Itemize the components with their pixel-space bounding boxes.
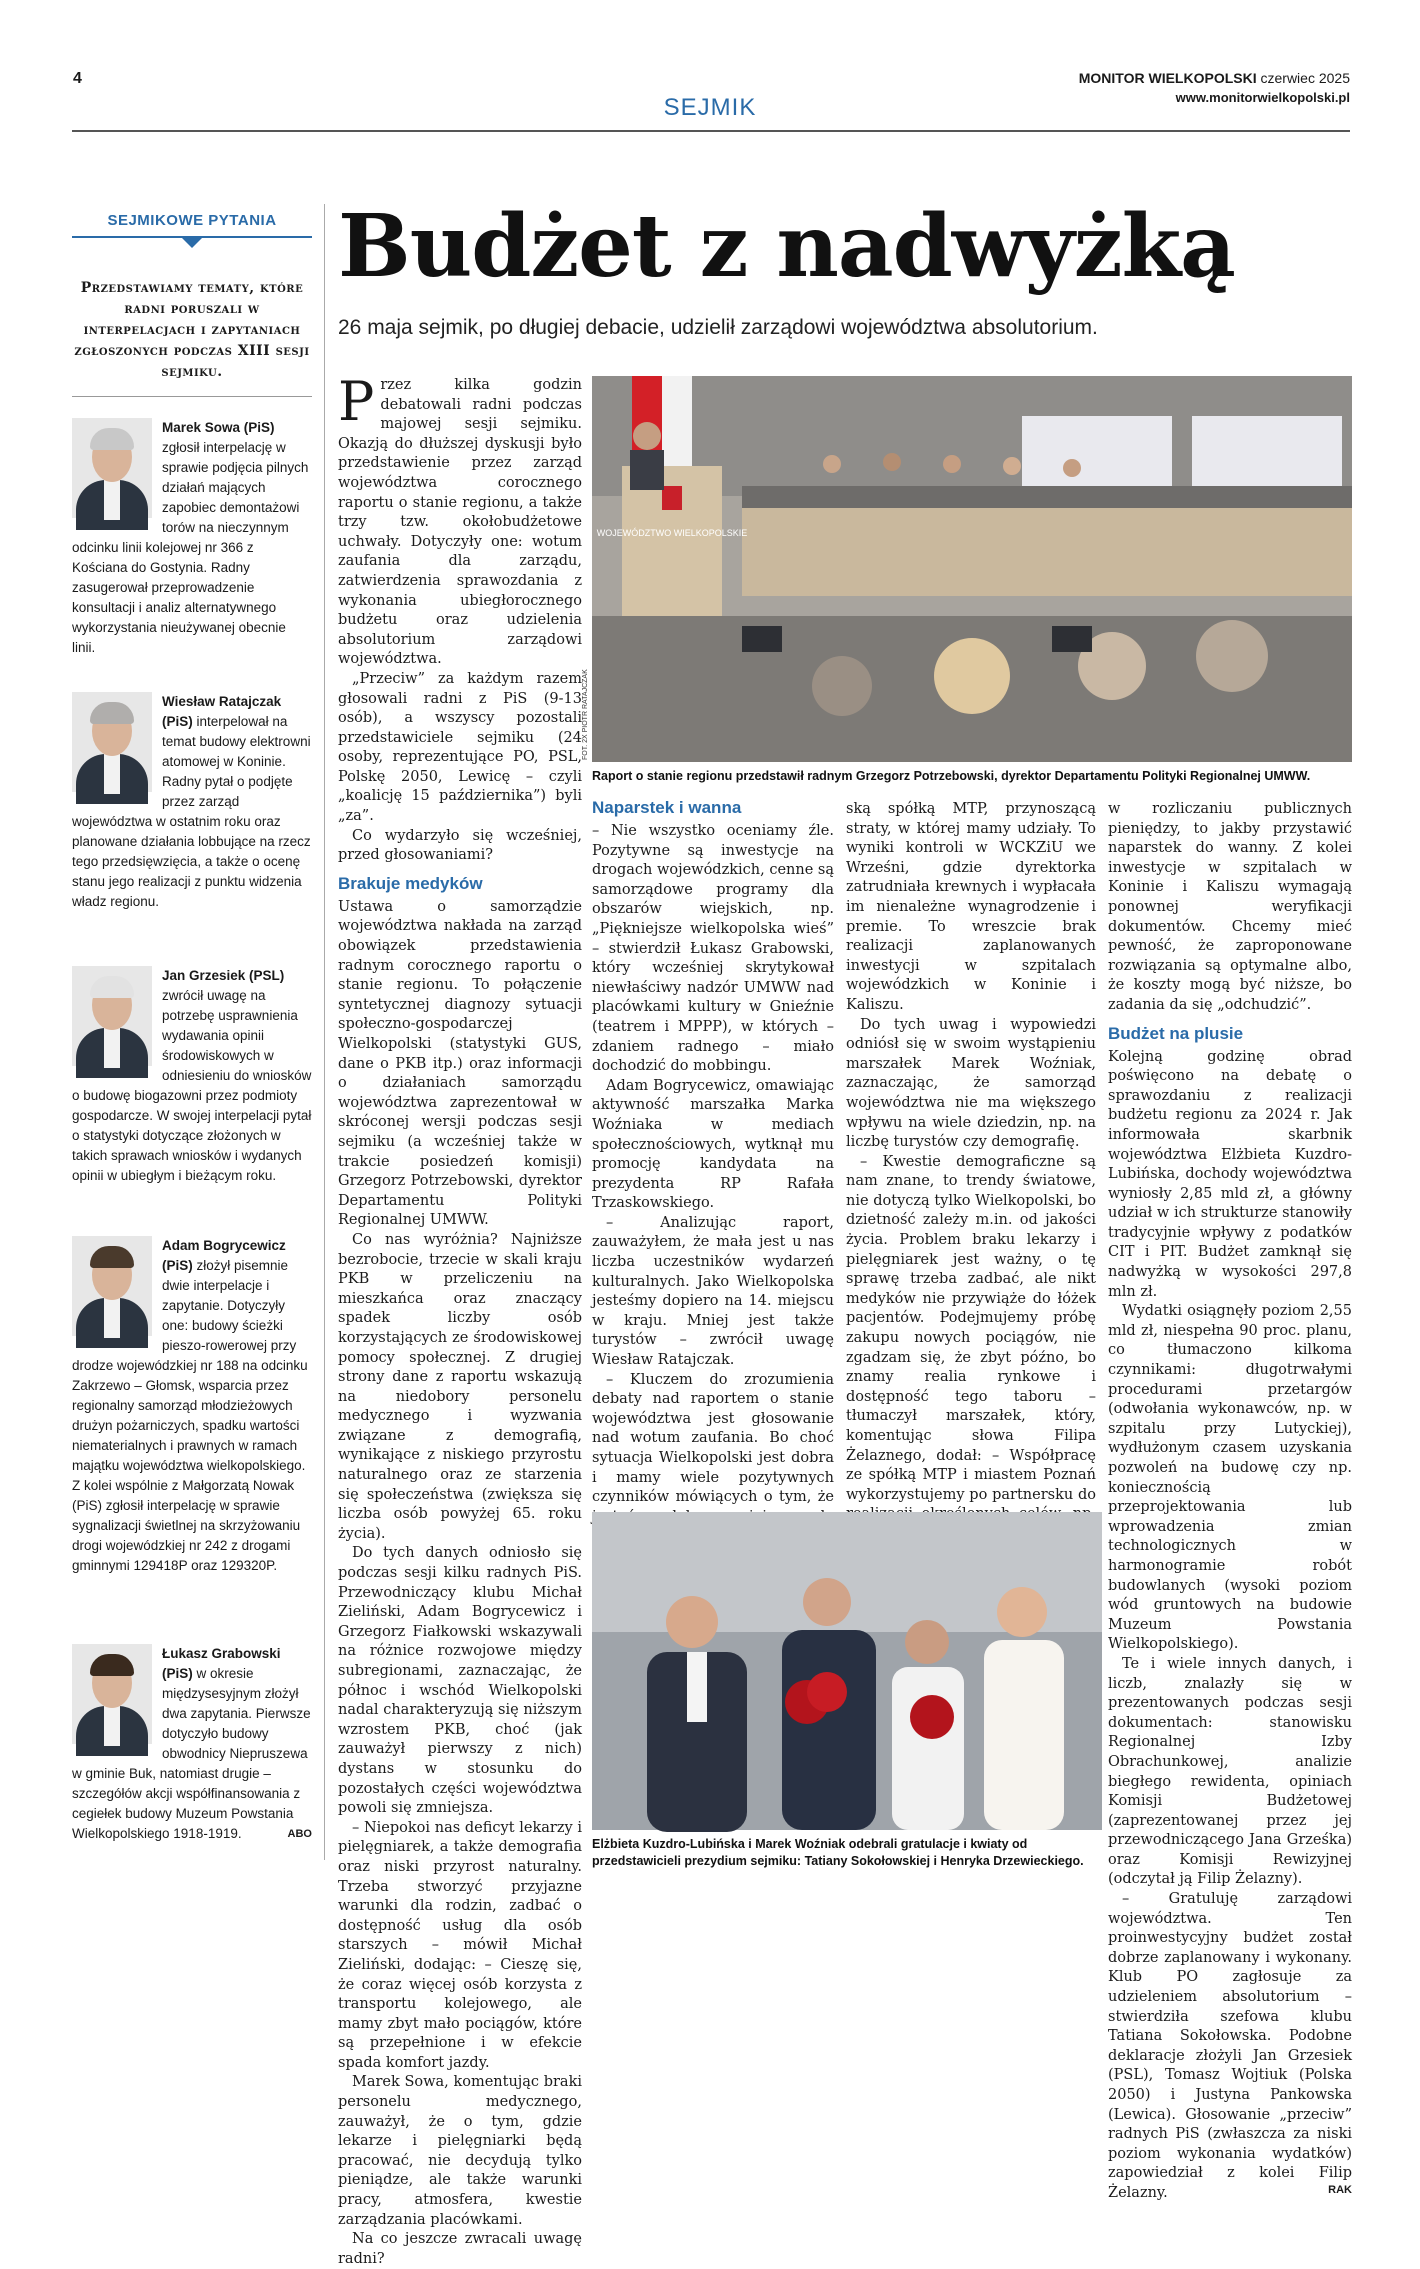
councillor-name: Jan Grzesiek (PSL)	[162, 968, 285, 983]
article-paragraph: – Kwestie demograficzne są nam znane, to trendy światowe, nie dotyczą tylko Wielkopolski, bo dzietność zależy m.in. od jakości życia. Problem braku lekarzy i pielęgniarek jest ważny, o tę sprawę trzeba zadbać, ale nikt medyków nie przywiąże do łóżek pacjentów. Podejmujemy próbę zakupu nowych pociągów, nie zgadzam się, że zbyt późno, bo znamy realia rynkowe i dostępność tego taboru – tłumaczył marszałek, który, komentując słowa Filipa Żelaznego, dodał: – Współpracę ze spółką MTP i miastem Poznań wykorzystujemy po partnersku do	[846, 1153, 1096, 1503]
sidebar-entry	[72, 1236, 312, 1576]
article-paragraph: Ustawa o samorządzie województwa nakłada na zarząd obowiązek przedstawienia radnym corocznego raportu o stanie regionu. To połączenie syntetycznej diagnozy sytuacji społeczno-gospodarczej Wielkopolski (statystyki GUS, dane o PKB itp.) oraz informacji o działaniach samorządu województwa zaprezentował w skróconej wersji podczas sesji sejmiku (a wcześniej także w trakcie posiedzeń komisji) Grzegorz Potrzebowski, dyrektor Departamentu Polityki Regionalnej UMWW.	[338, 898, 582, 1229]
page-number: 4	[73, 70, 82, 87]
article-paragraph: Co nas wyróżnia? Najniższe bezrobocie, trzecie w skali kraju PKB w przeliczeniu na mieszkańca oraz znaczący spadek liczby osób korzystających ze środowiskowej pomocy społecznej. Z drugiej strony dane z raportu wskazują na niedobory personelu medycznego i wyzwania związane z demografią, wynikające z niskiego przyrostu naturalnego oraz ze starzenia się społeczeństwa (zwiększa się liczba osób powyżej 65. roku życia).	[338, 1231, 582, 1542]
sidebar-entry	[72, 418, 312, 658]
councillor-name: Wiesław Ratajczak (PiS)	[162, 694, 282, 729]
article-paragraph: Co wydarzyło się wcześniej, przed głosowaniami?	[338, 827, 582, 864]
councillor-portrait	[72, 692, 152, 792]
councillor-portrait	[72, 418, 152, 518]
article-deck: 26 maja sejmik, po długiej debacie, udzielił zarządowi województwa absolutorium.	[338, 316, 1098, 339]
article-paragraph: – Nie wszystko oceniamy źle. Pozytywne są inwestycje na drogach wojewódzkich, cenne są samorządowe programy dla obszarów wiejskich, np. „Piękniejsze wielkopolska wieś” – stwierdził Łukasz Grabowski, który wcześniej skrytykował niewłaściwy nadzór UMWW nad placówkami kultury w Gnieźnie (teatrem i MPPP), w których – zdaniem radnego – miało dochodzić do mobbingu.	[592, 823, 834, 1075]
photo-credit: FOT. 2X PIOTR RATAJCZAK	[582, 669, 589, 760]
entry-text: zgłosił interpelację w sprawie podjęcia pilnych działań mających zapobiec demontażowi torów na nieczynnym odcinku linii kolejowej nr 366 z Kościana do Gostynia. Radny zasugerował przeprowadzenie konsultacji i analiz alternatywnego wykorzystania nieużywanej obecnie linii.	[72, 440, 309, 655]
article-column-1	[338, 370, 582, 2269]
article-paragraph: Te i wiele innych danych, i liczb, znalazły się w prezentowanych podczas sesji dokumentach: stanowisku Regionalnej Izby Obrachunkowej, analizie biegłego rewidenta, opiniach Komisji Budżetowej (zaprezentowanej przez jej przewodniczącego Jana Grześka) oraz Komisji Rewizyjnej (odczytał ją Filip Żelazny).	[1108, 1655, 1352, 1888]
article-headline: Budżet z nadwyżką	[338, 196, 1235, 297]
awards-illustration	[592, 1512, 1102, 1830]
sidebar-title: SEJMIKOWE PYTANIA	[107, 212, 277, 229]
issue-date: czerwiec 2025	[1260, 70, 1350, 86]
entry-text: w okresie międzysesyjnym złożył dwa zapytania. Pierwsze dotyczyło budowy obwodnicy Niepruszewa w gminie Buk, natomiast drugie – szczegółów akcji współfinansowania z cegiełek budowy Muzeum Powstania Wielkopolskiego 1918-1919.	[72, 1666, 311, 1841]
section-label: SEJMIK	[663, 94, 757, 121]
councillor-name: Łukasz Grabowski (PiS)	[162, 1646, 281, 1681]
entry-text: interpelował na temat budowy elektrowni atomowej w Koninie. Radny pytał o podjęte przez zarząd województwa w ostatnim roku oraz planowane działania lobbujące na rzecz tego przedsięwzięcia, a także o ocenę stanu jego realizacji z punktu widzenia władz regionu.	[72, 714, 311, 909]
article-paragraph: Do tych uwag i wypowiedzi odniósł się w swoim wystąpieniu marszałek Marek Woźniak, zaznaczając, że samorząd województwa nie ma większego wpływu na wiele dziedzin, np. na liczbę turystów czy demografię.	[846, 1016, 1096, 1151]
councillor-name: Marek Sowa (PiS)	[162, 420, 275, 435]
session-hall-illustration	[592, 376, 1352, 762]
publication-name	[1079, 70, 1350, 86]
article-paragraph: „Przeciw” za każdym razem głosowali radni z PiS (9-13 osób), a wszyscy pozostali przedstawiciele sejmiku (24 osoby, reprezentujące PO, PSL, Polskę 2050, Lewicę – czyli „koalicję 15 października”) byli „za”.	[338, 670, 582, 825]
photo-caption: Raport o stanie regionu przedstawił radnym Grzegorz Potrzebowski, dyrektor Departamentu Polityki Regionalnej UMWW.	[592, 769, 1311, 783]
subheading: Brakuje medyków	[338, 873, 483, 893]
awards-photo	[592, 1512, 1102, 1830]
sidebar-entry	[72, 1644, 312, 1844]
article-paragraph: Do tych danych odniosło się podczas sesji kilku radnych PiS. Przewodniczący klubu Michał Zieliński, Adam Bogrycewicz i Grzegorz Fiałkowski wskazywali na różnice rozwojowe między subregionami, zaznaczając, że północ i wschód Wielkopolski nadal charakteryzują się niższym wzrostem PKB, choć (jak zauważył pierwszy z nich) dystans w stosunku do pozostałych części województwa powoli się zmniejsza.	[338, 1545, 582, 1817]
article-paragraph: – Niepokoi nas deficyt lekarzy i pielęgniarek, a także demografia oraz niski przyrost naturalny. Trzeba stworzyć przyjazne warunki dla rodzin, zadbać o dostępność usług dla osób starszych – mówił Michał Zieliński, dodając: – Cieszę się, że coraz więcej osób korzysta z transportu kolejowego, ale mamy zbyt mało pociągów, które są przepełnione i w efekcie spada komfort jazdy.	[338, 1819, 582, 2071]
sidebar-intro: Przedstawiamy tematy, które radni poruszali w interpelacjach i zapytaniach zgłoszonych podczas XIII sesji sejmiku.	[74, 280, 310, 380]
councillor-portrait	[72, 966, 152, 1066]
entry-text: zwrócił uwagę na potrzebę usprawnienia wydawania opinii środowiskowych w odniesieniu do wniosków o budowę biogazowni przez podmioty gospodarcze. W swojej interpelacji pytał o statystyki dotyczące złożonych w takich sprawach wniosków i wydanych opinii w ubiegłym i bieżącym roku.	[72, 988, 312, 1183]
entry-text: złożył pisemnie dwie interpelacje i zapytanie. Dotyczyły one: budowy ścieżki pieszo-rowerowej przy drodze wojewódzkiej nr 188 na odcinku Zakrzewo – Głomsk, wsparcia przez regionalny samorząd młodzieżowych drużyn pożarniczych, spadku wartości niematerialnych i prawnych w ramach majątku województwa wielkopolskiego. Z kolei wspólnie z Małgorzatą Nowak (PiS) zgłosił interpelację w sprawie sygnalizacji świetlnej na skrzyżowaniu drogi wojewódzkiej nr 242 z drogami gminnymi 129418P oraz 129320P.	[72, 1258, 308, 1573]
header-rule	[72, 130, 1350, 132]
councillor-portrait	[72, 1644, 152, 1744]
article-paragraph: – Kluczem do zrozumienia debaty nad raportem o stanie województwa jest głosowanie nad wotum zaufania. Bo choć sytuacja Wielkopolski jest dobra i mamy wiele pozytywnych czynników mówiących o tym, że	[592, 1371, 834, 1506]
councillor-name: Adam Bogrycewicz (PiS)	[162, 1238, 286, 1273]
column-divider	[324, 204, 325, 1860]
article-paragraph: Wydatki osiągnęły poziom 2,55 mld zł, niespełna 90 proc. planu, co tłumaczono kilkoma czynnikami: długotrwałymi procedurami przetargów (odwołania wykonawców, np. w szpitalu przy Lutyckiej), wydłużonym czasem uzyskania pozwoleń na budowę czy np. koniecznością przeprojektowania lub wprowadzenia zmian technologicznych w harmonogramie robót budowlanych (wysoki poziom wód gruntowych na budowie Muzeum Powstania Wielkopolskiego).	[1108, 1303, 1352, 1653]
article-paragraph: w rozliczaniu publicznych pieniędzy, to jakby przystawić naparstek do wanny. Z kolei inwestycje w szpitalach w Koninie i Kaliszu wymagają ponownej weryfikacji dokumentów. Chcemy mieć pewność, że zaproponowane rozwiązania są optymalne albo, że koszty mogą być niższe, bo zadania da się „odchudzić”.	[1108, 801, 1352, 1013]
article-paragraph: Marek Sowa, komentując braki personelu medycznego, zauważył, że o tym, gdzie lekarze i pielęgniarki będą pracować, nie decydują tylko pieniądze, ale także warunki pracy, atmosfera, kwestie zarządzania placówkami.	[338, 2074, 582, 2228]
article-paragraph: Kolejną godzinę obrad poświęcono na debatę o sprawozdaniu z realizacji budżetu regionu za 2024 r. Jak informowała skarbnik województwa Elżbieta Kuzdro-Lubińska, dochody województwa wyniosły 2,85 mld zł, a główny udział w ich strukturze stanowiły tradycyjnie wpływy z podatków CIT i PIT. Budżet zamknął się nadwyżką w wysokości 297,8 mln zł.	[1108, 1048, 1352, 1300]
article-paragraph: Adam Bogrycewicz, omawiając aktywność marszałka Marka Woźniaka w mediach społecznościowych, wytknął mu promocję kandydata na prezydenta RP Rafała Trzaskowskiego.	[592, 1077, 834, 1212]
publication-title: MONITOR WIELKOPOLSKI	[1078, 70, 1257, 86]
lectern-label: WOJEWÓDZTWO WIELKOPOLSKIE	[596, 528, 748, 538]
author-signature: RAK	[1328, 2183, 1352, 2196]
photo-caption: Elżbieta Kuzdro-Lubińska i Marek Woźniak odebrali gratulacje i kwiaty od przedstawicieli prezydium sejmiku: Tatiany Sokołowskiej i Henryka Drzewieckiego.	[592, 1837, 1084, 1868]
councillor-portrait	[72, 1236, 152, 1336]
article-paragraph: Na co jeszcze zwracali uwagę radni?	[338, 2231, 582, 2267]
subheading: Budżet na plusie	[1108, 1023, 1244, 1043]
session-hall-photo	[592, 376, 1352, 762]
article-paragraph: ską spółką MTP, przynoszącą straty, w której mamy udziały. To wyniki kontroli w WCKZiU we Wrześni, gdzie dyrektorka zatrudniała krewnych i wypłacała im nienależne wynagrodzenie i premie. To wreszcie brak realizacji zaplanowanych inwestycji w szpitalach wojewódzkich w Koninie i Kaliszu.	[846, 801, 1096, 1013]
article-paragraph: – Gratuluję zarządowi województwa. Ten proinwestycyjny budżet został dobrze zaplanowany i wykonany. Klub PO zagłosuje za udzieleniem absolutorium – stwierdziła szefowa klubu Tatiana Sokołowska. Podobne deklaracje złożyli Jan Grzesiek (PSL), Tomasz Wojtiuk (Polska 2050) i Justyna Pankowska (Lewica). Głosowanie „przeciw” radnych PiS (zwłaszcza za niski poziom wykonania wydatków) zapowiedział z kolei Filip Żelazny. RAK	[1108, 1891, 1352, 2201]
article-column-4	[1108, 800, 1352, 2204]
subheading: Naparstek i wanna	[592, 798, 742, 817]
publication-url[interactable]: www.monitorwielkopolski.pl	[1175, 90, 1350, 105]
sidebar-divider	[72, 396, 312, 397]
author-signature: ABO	[287, 1828, 312, 1840]
sidebar-entry	[72, 692, 312, 912]
article-paragraph: – Analizując raport, zauważyłem, że mała jest u nas liczba uczestników wydarzeń kulturalnych. Jako Wielkopolska jesteśmy dopiero na 14. miejscu w kraju. Mniej jest także turystów – zwrócił uwagę Wiesław Ratajczak.	[592, 1214, 834, 1369]
article-paragraph: Przez kilka godzin debatowali radni podczas majowej sesji sejmiku. Okazją do dłuższej dyskusji było przedstawienie przez zarząd województwa corocznego raportu o stanie regionu, a także trzy tzw. okołobudżetowe uchwały. Dotyczyły one: wotum zaufania dla zarządu, zatwierdzenia sprawozdania z wykonania ubiegłorocznego budżetu oraz udzielenia absolutorium zarządowi województwa.	[338, 370, 582, 668]
sidebar-arrow-icon	[182, 238, 202, 248]
sidebar-entry	[72, 966, 312, 1186]
drop-cap: P	[338, 370, 375, 433]
